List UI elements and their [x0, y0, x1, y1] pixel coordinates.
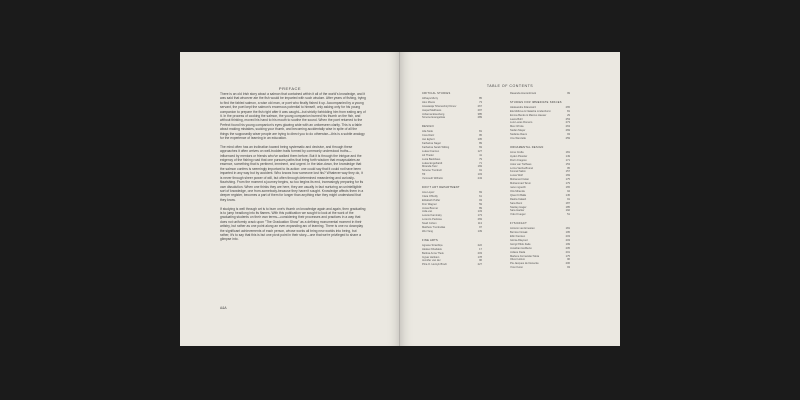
toc-entry [510, 266, 570, 270]
toc-entry-name: Noah Cohen [422, 222, 437, 226]
toc-entry [510, 213, 570, 217]
preface-body [220, 92, 366, 246]
toc-entry-page: 203 [565, 235, 570, 238]
toc-entry-page: 89 [479, 206, 482, 210]
toc-entry-name: Qiwei Ki Balla [510, 193, 527, 197]
toc-entry-page: 113 [477, 222, 482, 226]
toc-entry-page: 222 [477, 243, 482, 247]
toc-entry-page: 153 [565, 162, 570, 166]
toc-entry-name: Agnese Strazdiņa [422, 243, 443, 247]
preface-title: PREFACE [278, 86, 302, 91]
toc-entry-name: Cora Dietz [422, 134, 435, 138]
toc-section-heading: ORNAMENTAL DESIGN [510, 145, 544, 149]
toc-entry-page: 187 [565, 201, 570, 205]
toc-entry-page: 171 [565, 158, 570, 162]
toc-entry-page: 71 [479, 161, 482, 165]
toc-entry [422, 177, 482, 181]
toc-entry-page: 181 [565, 150, 570, 154]
toc-entry-name: Jonas Bremer [422, 206, 439, 210]
toc-title: TABLE OF CONTENTS [486, 84, 534, 88]
toc-entry-name: Stefan Mayer [510, 129, 526, 133]
toc-entry-name: nano mgoethi [510, 186, 526, 190]
toc-entry-name: Ayden Plessler [510, 154, 528, 158]
toc-entry-name: Marlene Fernandez Mora [510, 254, 540, 258]
toc-entry-name: Elizabeth Pulfer [422, 198, 441, 202]
toc-entry-page: 97 [479, 226, 482, 230]
toc-entry-page: 173 [477, 214, 482, 218]
toc-entry-page: 96 [567, 258, 570, 262]
toc-entry-name: Laura Buhl [510, 117, 523, 121]
toc-entry-name: Lili Theiler [422, 153, 434, 157]
toc-entry-page: 69 [479, 145, 482, 149]
right-page-toc [400, 52, 620, 346]
toc-entry-page: 185 [565, 205, 570, 209]
toc-entry-name: Mohamed Celan [510, 178, 530, 182]
toc-entry-page: 96 [479, 259, 482, 263]
toc-entry-name: Lorna Vanha-Brunel [510, 166, 534, 170]
toc-entry-page: 69 [479, 190, 482, 194]
toc-entry-name: Gloria Aflayoud [510, 238, 528, 242]
toc-entry-name: Anne Crella [510, 150, 524, 154]
toc-entry-name: Jaspal Matthews [422, 108, 442, 112]
toc-entry-page: 206 [565, 262, 570, 266]
toc-entry-name: Florin Fragoso [510, 158, 527, 162]
toc-entry-name: Lukas Franzen [422, 149, 440, 153]
toc-entry-page: 79 [479, 157, 482, 161]
toc-entry-name: Katharina Sarah Wilting [422, 145, 450, 149]
toc-entry-page: 95 [479, 134, 482, 138]
toc-entry [422, 116, 482, 120]
toc-entry-page: 263 [565, 125, 570, 129]
toc-entry-name: Leonie Kaminsky [422, 214, 442, 218]
toc-entry-name: Ellin Kiersten [510, 235, 526, 238]
toc-entry-page: 259 [565, 137, 570, 141]
toc-entry-page: 127 [477, 149, 482, 153]
toc-entry-name: Stefanie Raum [510, 133, 528, 137]
toc-entry-name: Max Orhola [510, 125, 524, 129]
toc-entry-page: 265 [565, 105, 570, 109]
toc-entry-name: Lukas Engelhardt [422, 161, 443, 165]
toc-entry-page: 61 [479, 194, 482, 198]
toc-entry-name: Miranda Tanz [422, 165, 438, 169]
toc-entry-name: Antonio van Ernesten [510, 227, 535, 231]
toc-entry-name: Ela Mollova & Natasha Lindenhorst [510, 109, 551, 113]
toc-section-heading: CRITICAL STUDIES [422, 92, 451, 95]
toc-entry-name: Uns Wenzelle [510, 137, 526, 141]
toc-entry-page: 181 [565, 227, 570, 231]
toc-entry-page: 253 [565, 117, 570, 121]
toc-entry-page: 95 [567, 166, 570, 170]
toc-entry-name: Alex Moore [422, 100, 436, 104]
toc-entry-name: Oliver Holum [510, 258, 525, 262]
toc-entry-page: 103 [477, 173, 482, 177]
toc-entry-name: Sara Hacker [510, 209, 525, 213]
toc-entry-page: 385 [477, 112, 482, 116]
toc-entry-name: Lorenzo Pedrosa [422, 218, 442, 222]
toc-entry-page: 93 [479, 198, 482, 202]
toc-entry-page: 165 [565, 186, 570, 190]
toc-entry-page: 203 [565, 238, 570, 242]
toc-section-heading: DON'T ART DEPARTMENT [422, 186, 460, 190]
toc-entry-page: 201 [565, 250, 570, 254]
toc-entry-name: Rasanda Hoorenbrook [510, 92, 537, 95]
toc-entry-name: Yoon Kwon [510, 266, 524, 270]
toc-section-heading: STUDIES FOR IMMEDIATE SPACES [510, 100, 562, 104]
toc-entry-name: Abhaya Murty [422, 96, 439, 100]
preface-paragraph-1: There is an old Irish story about a salmon that contained within it all of the world's knowledge, and it was said that whoever ate the fish would be imparted with such wisdom. After years of fishing, trying to find the fabled salmon, a wise old man, or poet who finally fished it up. Accompanied by a young servant, the poet kept the salmon's enormous potential to himself, only asking only for his young companion to prepare the fish right after it was caught—but strictly forbidding him from eating any of it. In the process of cooking the salmon, the young companion burned his thumb on the fish, and without thinking, moved his hand to his mouth to soothe the sound. When the poet returned to the Perfect found his young companion's eyes glowing wide with an unforeseen clarity. This is a fable about making mistakes, sucking your thumb, and becoming accidentally wise in spite of all the things the supposedly wiser people are trying to direct you to do otherwise—this is a subtle analogy for the experience of learning in an education. [220, 92, 366, 141]
toc-entry [510, 92, 570, 96]
toc-section-heading: FYSICFACT [510, 222, 527, 226]
toc-entry-page: 273 [565, 121, 570, 125]
toc-entry-name: Johanna Eisenberg [422, 112, 445, 116]
toc-entry-page: 59 [479, 202, 482, 206]
toc-entry-page: 17 [479, 247, 482, 251]
toc-entry-name: Till [422, 173, 426, 177]
toc-entry-page: 41 [479, 153, 482, 157]
toc-entry-page: 179 [565, 182, 570, 186]
toc-entry-name: Pia Jacques de Denecke [510, 262, 539, 266]
toc-entry [510, 137, 570, 141]
toc-entry-name: Yarmouth Wilhelm [422, 177, 443, 181]
preface-paragraph-3: If studying is well through art is to burn one's thumb on knowledge again and again, then graduating is to jump headlong into its flames. With this publication we sought to look at the work of the graduating students on their own terms—considering their processes and practices in a way that does not uniformly crack upon "The Graduation Show" as a defining monumental moment in their artistry, but rather as one point along an ever-expanding arc of learning. There is one no downplay the significant achievements of each person, whose works all bring new worlds into being, but rather, it's to say that this is but one pivot point in their story—one that we're privileged to share a glimpse into. [220, 206, 366, 242]
toc-entry-name: Pitra O. Henryk Brodt [422, 263, 447, 267]
toc-entry-page: 169 [477, 165, 482, 169]
toc-entry-page: 85 [479, 96, 482, 100]
toc-entry-name: Ana Lopez [422, 190, 435, 194]
toc-entry-name: Otis Miranda [510, 189, 525, 193]
toc-entry-name: Sara Remi [510, 201, 523, 205]
toc-entry-name: Lucas Wolf [510, 174, 523, 178]
toc-entry-name: Muhammad Tarun [510, 182, 531, 186]
toc-entry-page: 192 [565, 209, 570, 213]
toc-entry-page: 81 [567, 109, 570, 113]
toc-entry-name: Jonathan Hellberto [510, 246, 532, 250]
toc-entry-page: 269 [565, 129, 570, 133]
toc-section-heading: FINE ARTS [422, 238, 439, 242]
toc-entry-page: 91 [479, 169, 482, 173]
preface-signature: A&A [220, 306, 227, 310]
toc-entry-page: 195 [565, 231, 570, 235]
preface-paragraph-2: The mind often has an inclination toward being systematic and decisive, and through these approaches it often arrives on well-trodden trails formed by commonly understood truths—influenced by mentors or friends who've walked them before. But it is through the intrigue and the exigency of the fishing road that one pursues paths that bring forth wisdom that encapsulates an essence, something that is pertinent, imminent, and urgent. In the take-down, the knowledge that the salmon confers is seemingly important to its action: one could say that it could not have been imparted in any way but by accident. Who knows how someone lost his? Whatever way they do, it is never through sheer power of will, but often through determined meandering and curiosity-flourishing. From the moment a journey begins, so too begins its end, increasingly preparing for its own dissolution. When one thinks they are here, they are usually in fact nurturing an unintelligible sort of knowledge, one from-somebody-because they haven't sought. Knowledge affects them in a deeper register, becomes a part of them for longer than anything else they might understand that they know. [220, 144, 364, 202]
toc-entry-page: 203 [477, 251, 482, 255]
toc-entry-page: 94 [567, 189, 570, 193]
toc-entry-name: Matthew Trumbullas [422, 226, 446, 230]
toc-entry-name: Simone Trumbull [422, 169, 442, 173]
toc-entry-name: Emma Benko & Marcus Hauser [510, 113, 547, 117]
toc-entry-name: Aleksei Kharlakis [422, 247, 442, 251]
toc-entry [422, 263, 482, 267]
toc-entry-page: 51 [567, 213, 570, 217]
toc-entry-name: Anastasija Tchereshnij Klimov [422, 104, 457, 108]
toc-entry-page: 93 [567, 133, 570, 137]
toc-entry-page: 81 [479, 130, 482, 134]
toc-entry-name: Juliane Dada [510, 250, 526, 254]
toc-entry-page: 133 [477, 210, 482, 214]
toc-entry-page: 149 [565, 154, 570, 158]
toc-entry-page: 139 [477, 230, 482, 233]
toc-entry-page: 178 [477, 255, 482, 259]
toc-entry-page: 99 [567, 92, 570, 95]
toc-entry-page: 269 [477, 218, 482, 222]
toc-entry-name: Aila Stole [422, 130, 433, 134]
toc-entry-page: 29 [567, 113, 570, 117]
toc-entry-page: 227 [477, 263, 482, 267]
toc-entry-name: Wei Yang [422, 230, 433, 233]
booklet-spread [180, 52, 620, 346]
toc-entry-name: Ingvar Hellsten [422, 255, 440, 259]
toc-entry-name: Konrad Sabin [510, 170, 526, 174]
toc-entry-page: 267 [477, 104, 482, 108]
toc-entry-page: 93 [567, 266, 570, 270]
toc-entry-name: Katharina Nagel [422, 141, 441, 145]
toc-entry-page: 145 [565, 193, 570, 197]
toc-entry-page: 89 [479, 141, 482, 145]
toc-entry-name: Aleksandra Zdanowicz [510, 105, 537, 109]
toc-entry-name: Simone Evangelista [422, 116, 445, 120]
toc-entry-name: Julia van [422, 210, 433, 214]
toc-entry-name: Yoko Krueger [510, 213, 526, 217]
toc-entry [422, 230, 482, 234]
toc-column-left [422, 92, 506, 267]
toc-entry-page: 297 [477, 108, 482, 112]
toc-entry-name: Stanley Hager [510, 205, 527, 209]
toc-section-heading: DESIGN [422, 125, 434, 129]
toc-entry-page: 205 [565, 246, 570, 250]
toc-entry-page: 91 [567, 197, 570, 201]
toc-entry-page: 243 [477, 177, 482, 181]
toc-entry-page: 169 [565, 174, 570, 178]
toc-entry-page: 199 [565, 242, 570, 246]
toc-entry-page: 175 [565, 178, 570, 182]
toc-entry-page: 175 [565, 254, 570, 258]
toc-entry-name: Bettina Anna Theis [422, 251, 444, 255]
toc-entry-name: Jennifer van der [422, 259, 441, 263]
toc-entry-name: Finn Wagner [422, 202, 437, 206]
toc-entry-name: Rasha Kalash [510, 197, 527, 201]
toc-entry-name: Luis Lucas Romero [510, 121, 533, 125]
toc-entry-name: Lucia Backhaus [422, 157, 441, 161]
toc-entry-name: Jules van Tiefhaus [510, 162, 532, 166]
toc-entry-name: Clara O'Reilly [422, 194, 438, 198]
toc-column-right [510, 92, 594, 270]
toc-entry-name: Giorgi Pitlok Zade [510, 242, 531, 246]
toc-entry-page: 73 [479, 100, 482, 104]
toc-entry-name: Bernice Nowak [510, 231, 528, 235]
toc-entry-page: 289 [477, 116, 482, 120]
toc-entry-page: 105 [477, 138, 482, 142]
toc-entry-page: 157 [565, 170, 570, 174]
toc-entry-name: Jan Egbert [422, 138, 435, 142]
left-page-preface [180, 52, 400, 346]
